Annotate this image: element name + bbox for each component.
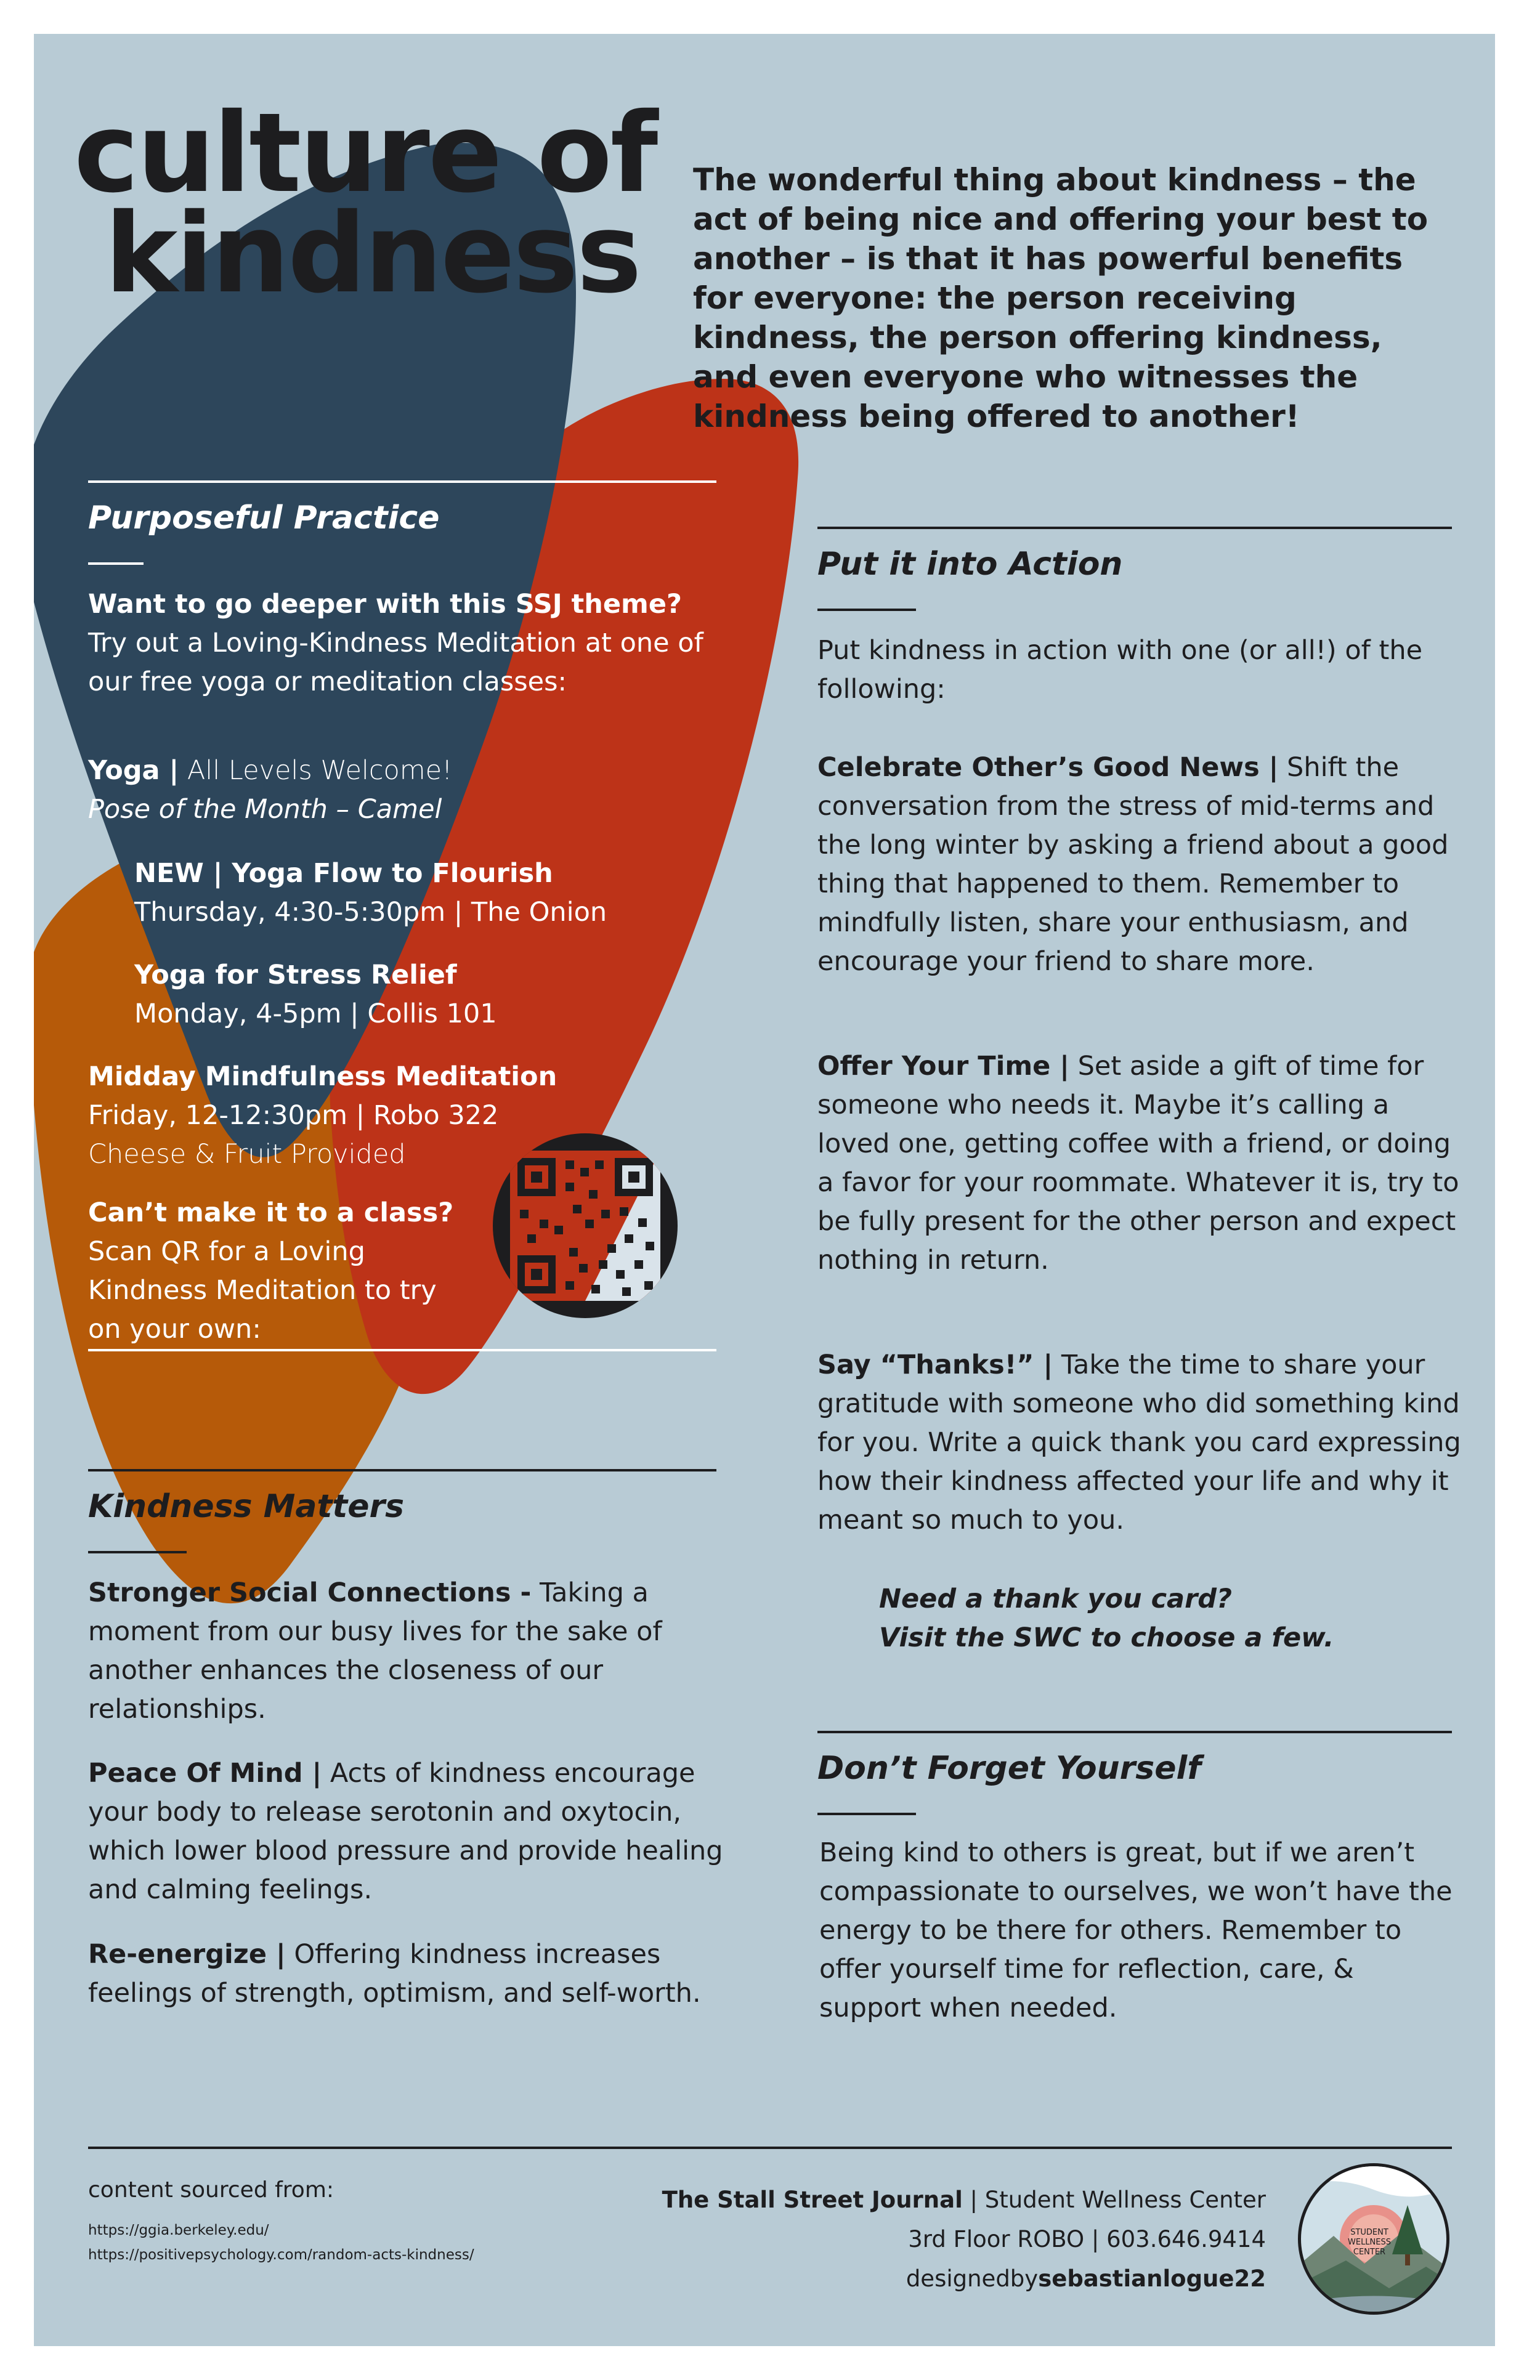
address: 3rd Floor ROBO | 603.646.9414	[908, 2226, 1266, 2252]
purposeful-practice-heading: Purposeful Practice	[88, 500, 440, 536]
intro-paragraph: The wonderful thing about kindness – the act of being nice and offering your best to another – is that it has powerful benefits for everyone: the person receiving kindness, the person offering kindness, and even everyone who witnesses the kindness being offered to another!	[693, 162, 1429, 434]
yoga-levels: All Levels Welcome!	[179, 755, 453, 786]
dont-forget-text: Being kind to others is great, but if we aren’t compassionate to ourselves, we won’t have the energy to be there for others. Remember to offer yourself time for reflection, care, & support when needed.	[819, 1837, 1453, 2023]
dont-forget-heading: Don’t Forget Yourself	[817, 1750, 1201, 1787]
heading-underline	[88, 1551, 187, 1553]
lead-text: Try out a Loving-Kindness Meditation at one of our free yoga or meditation classes:	[88, 628, 703, 697]
heading-underline	[817, 609, 916, 611]
item-text: Acts of kindness encourage your body to release serotonin and oxytocin, which lower blood pressure and provide healing and calming feelings.	[88, 1758, 723, 1905]
divider	[88, 1349, 716, 1351]
item-bold: Peace Of Mind |	[88, 1758, 322, 1789]
callout-line-2: Visit the SWC to choose a few.	[879, 1622, 1334, 1653]
class-yoga-flow	[134, 854, 726, 932]
pose-of-month: Pose of the Month – Camel	[88, 794, 442, 825]
meditation-title: Midday Mindfulness Meditation	[88, 1061, 557, 1092]
item-bold: Celebrate Other’s Good News |	[817, 752, 1279, 783]
title-line-2: kindness	[105, 190, 640, 317]
item-text: Offering kindness increases feelings of strength, optimism, and self-worth.	[88, 1939, 701, 2009]
divider	[88, 480, 716, 483]
class2-title: Yoga for Stress Relief	[134, 960, 457, 990]
wellness-center-logo	[1297, 2162, 1451, 2316]
purposeful-practice-lead	[88, 585, 729, 702]
put-into-action-lead: Put kindness in action with one (or all!) of the following:	[817, 635, 1423, 705]
item-text: Set aside a gift of time for someone who needs it. Maybe it’s calling a loved one, getting coffee with a friend, or doing a favor for your roommate. Whatever it is, try to be fully present for the other person and expect nothing in return.	[817, 1051, 1459, 1276]
meditation-note: Cheese & Fruit Provided	[88, 1139, 406, 1170]
source-link[interactable]: https://ggia.berkeley.edu/	[88, 2222, 269, 2238]
poster	[34, 34, 1495, 2346]
footer-credits	[662, 2180, 1266, 2299]
sources-label: content sourced from:	[88, 2177, 334, 2203]
source-link[interactable]: https://positivepsychology.com/random-acts-kindness/	[88, 2247, 474, 2263]
qr-line-1: Scan QR for a Loving	[88, 1236, 365, 1267]
yoga-label: Yoga |	[88, 755, 179, 786]
class2-time: Monday, 4-5pm | Collis 101	[134, 998, 497, 1029]
kindness-matters-item	[88, 1754, 729, 1909]
item-text: Taking a moment from our busy lives for the sake of another enhances the closeness of our relationships.	[88, 1577, 662, 1725]
item-bold: Re-energize |	[88, 1939, 286, 1970]
seal-text-2: WELLNESS	[1348, 2238, 1391, 2247]
item-bold: Offer Your Time |	[817, 1051, 1069, 1082]
class1-time: Thursday, 4:30-5:30pm | The Onion	[134, 897, 607, 928]
qr-code[interactable]	[493, 1133, 678, 1318]
designer-name: sebastianlogue22	[1038, 2265, 1266, 2292]
kindness-matters-item	[88, 1935, 729, 2013]
meditation-time: Friday, 12-12:30pm | Robo 322	[88, 1100, 499, 1131]
qr-line-3: on your own:	[88, 1314, 261, 1345]
divider	[817, 1731, 1452, 1733]
designer-prefix: designedby	[906, 2265, 1039, 2292]
kindness-matters-heading: Kindness Matters	[88, 1488, 405, 1525]
item-bold: Say “Thanks!” |	[817, 1350, 1053, 1380]
action-item	[817, 1047, 1464, 1280]
lead-bold: Want to go deeper with this SSJ theme?	[88, 589, 682, 620]
action-item	[817, 748, 1464, 981]
class1-title: NEW | Yoga Flow to Flourish	[134, 858, 553, 889]
org-name: The Stall Street Journal	[662, 2187, 963, 2213]
qr-line-2: Kindness Meditation to try	[88, 1275, 437, 1306]
qr-bold: Can’t make it to a class?	[88, 1197, 454, 1228]
divider	[88, 1469, 716, 1471]
heading-underline	[817, 1813, 916, 1815]
put-into-action-heading: Put it into Action	[817, 546, 1123, 583]
qr-instructions	[88, 1194, 507, 1349]
org-rest: | Student Wellness Center	[962, 2187, 1266, 2213]
class-stress-relief	[134, 956, 726, 1034]
callout-line-1: Need a thank you card?	[879, 1584, 1233, 1614]
footer-divider	[88, 2147, 1452, 2149]
yoga-info	[88, 751, 729, 829]
divider	[817, 527, 1452, 529]
qr-code-icon	[493, 1133, 678, 1318]
action-item	[817, 1346, 1464, 1540]
seal-text-1: STUDENT	[1350, 2228, 1388, 2237]
heading-underline	[88, 562, 144, 565]
seal-text-3: CENTER	[1353, 2248, 1386, 2257]
item-bold: Stronger Social Connections -	[88, 1577, 532, 1608]
kindness-matters-item	[88, 1574, 729, 1729]
item-text: Take the time to share your gratitude with someone who did something kind for you. Write a quick thank you card expressing how their kindness affected your life and why it meant so much to you.	[817, 1350, 1461, 1536]
thank-you-card-callout	[879, 1580, 1470, 1658]
item-text: Shift the conversation from the stress of mid-terms and the long winter by asking a friend about a good thing that happened to them. Remember to mindfully listen, share your enthusiasm, and encourage your friend to share more.	[817, 752, 1449, 977]
title-line-1: culture of	[74, 89, 657, 217]
